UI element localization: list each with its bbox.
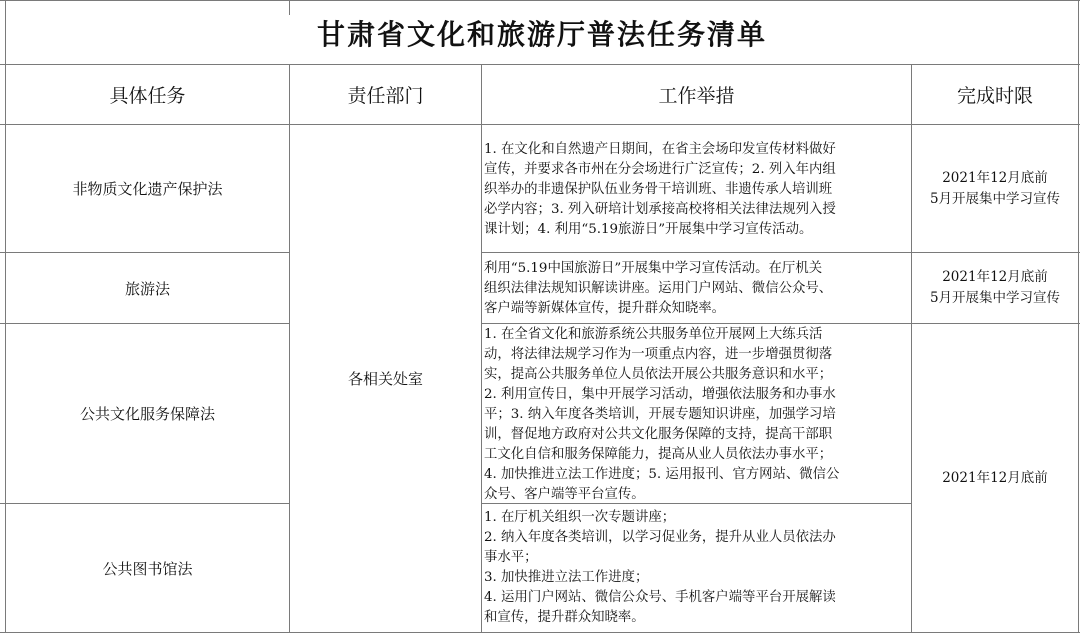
task-cell: 公共图书馆法 [102, 559, 193, 578]
measure-line: 2. 利用宣传日，集中开展学习活动，增强依法服务和办事水 [484, 387, 836, 402]
grid-line [1078, 0, 1079, 633]
deadline-cell [912, 324, 1078, 632]
deadline-line: 2021年12月底前 [942, 469, 1048, 486]
department-cell: 各相关处室 [347, 370, 423, 388]
measure-line: 宣传，并要求各市州在分会场进行广泛宣传；2. 列入年内组 [484, 162, 836, 177]
measure-line: 众号、客户端等平台宣传。 [484, 487, 645, 502]
measures-cell [484, 325, 910, 503]
measures-cell [484, 508, 910, 632]
measure-line: 动，将法律法规学习作为一项重点内容，进一步增强贯彻落 [484, 347, 833, 362]
task-cell: 非物质文化遗产保护法 [72, 180, 223, 198]
deadline-line: 2021年12月底前 [942, 269, 1048, 285]
measure-line: 1. 在厅机关组织一次专题讲座； [484, 510, 676, 525]
measure-line: 必学内容；3. 列入研培计划承接高校将相关法律法规列入授 [484, 202, 836, 217]
measure-line: 3. 加快推进立法工作进度； [484, 570, 649, 585]
deadline-cell [912, 125, 1078, 252]
grid-line [481, 64, 482, 633]
deadline-line: 5月开展集中学习宣传 [929, 190, 1061, 207]
measure-line: 工文化自信和服务保障能力，提高从业人员依法办事水平； [484, 447, 833, 462]
measure-line: 1. 在文化和自然遗产日期间，在省主会场印发宣传材料做好 [484, 142, 836, 157]
measure-line: 织举办的非遗保护队伍业务骨干培训班、非遗传承人培训班 [484, 182, 833, 197]
deadline-cell [912, 253, 1078, 323]
measures-cell [484, 259, 910, 322]
measure-line: 客户端等新媒体宣传，提升群众知晓率。 [484, 301, 726, 316]
measure-line: 和宣传，提升群众知晓率。 [484, 610, 645, 625]
measure-line: 2. 纳入年度各类培训，以学习促业务，提升从业人员依法办 [484, 530, 836, 545]
measure-line: 实，提高公共服务单位人员依法开展公共服务意识和水平； [484, 367, 833, 382]
measure-line: 课计划；4. 利用“5.19旅游日”开展集中学习宣传活动。 [484, 222, 813, 237]
header-measures: 工作举措 [658, 85, 735, 107]
task-cell: 旅游法 [124, 279, 170, 298]
page-title: 甘肃省文化和旅游厅普法任务清单 [316, 17, 767, 51]
header-department: 责任部门 [347, 85, 424, 107]
deadline-line: 5月开展集中学习宣传 [929, 290, 1061, 306]
measure-line: 训，督促地方政府对公共文化服务保障的支持，提高干部职 [484, 427, 833, 442]
header-deadline: 完成时限 [956, 85, 1033, 107]
measure-line: 4. 加快推进立法工作进度；5. 运用报刊、官方网站、微信公 [484, 467, 840, 482]
deadline-line: 2021年12月底前 [942, 169, 1048, 186]
measure-line: 4. 运用门户网站、微信公众号、手机客户端等平台开展解读 [484, 590, 836, 605]
measure-line: 组织法律法规知识解读讲座。运用门户网站、微信公众号、 [484, 281, 833, 296]
measure-line: 平；3. 纳入年度各类培训，开展专题知识讲座，加强学习培 [484, 407, 836, 422]
measure-line: 1. 在全省文化和旅游系统公共服务单位开展网上大练兵活 [484, 327, 823, 342]
measure-line: 利用“5.19中国旅游日”开展集中学习宣传活动。在厅机关 [484, 261, 823, 276]
measures-cell [484, 140, 910, 250]
grid-line [481, 503, 911, 504]
task-cell: 公共文化服务保障法 [79, 405, 215, 423]
measure-line: 事水平； [484, 550, 538, 565]
header-task: 具体任务 [109, 85, 186, 107]
